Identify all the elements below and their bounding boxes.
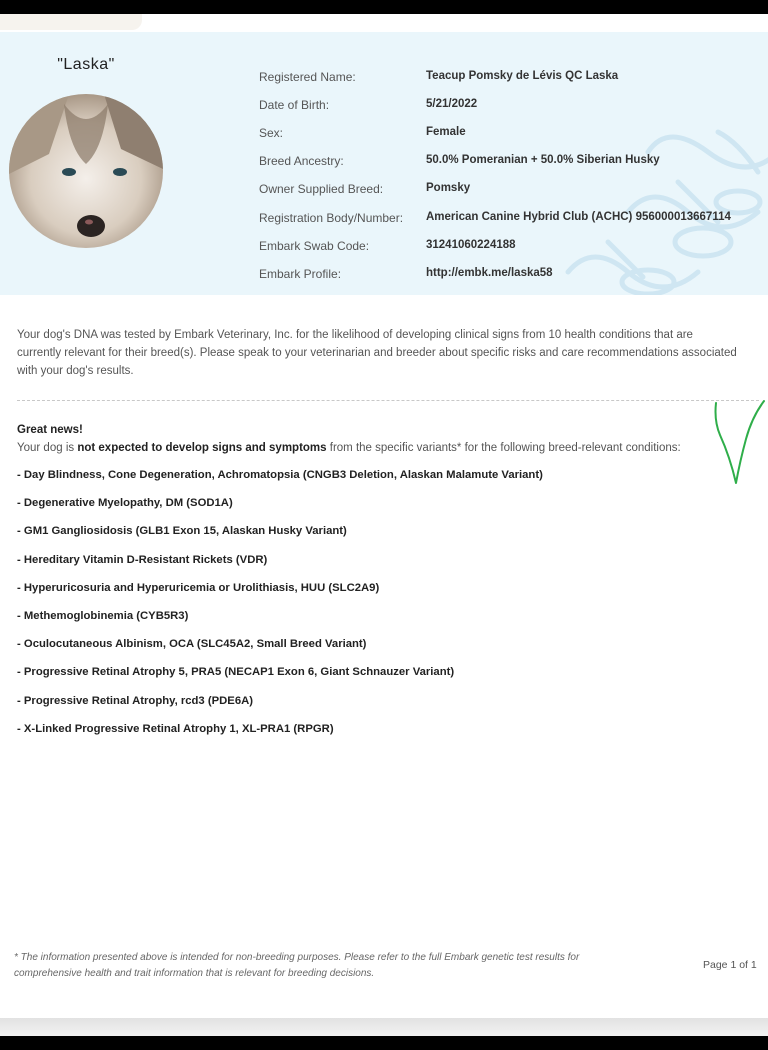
info-value: Pomsky <box>426 182 471 194</box>
condition-item: - Hereditary Vitamin D-Resistant Rickets (VDR) <box>17 553 268 566</box>
result-summary <box>17 442 681 454</box>
info-row-date-of-birth <box>0 98 768 118</box>
intro-text: Your dog's DNA was tested by Embark Veterinary, Inc. for the likelihood of developing clinical signs from 10 health conditions that are currently relevant for their breed(s). Please speak to your veterinarian and breeder about specific risks and care recommendations associated with your dog's results. <box>17 329 737 377</box>
info-label: Registered Name: <box>259 70 356 84</box>
info-row-swab-code <box>0 239 768 259</box>
condition-item: - Oculocutaneous Albinism, OCA (SLC45A2, Small Breed Variant) <box>17 638 367 651</box>
info-row-registration <box>0 211 768 231</box>
summary-bold: not expected to develop signs and symptoms <box>77 442 327 454</box>
info-value: Teacup Pomsky de Lévis QC Laska <box>426 70 619 82</box>
info-row-registered-name <box>0 70 768 90</box>
info-row-sex <box>0 126 768 146</box>
report-page <box>0 14 768 1036</box>
info-label: Date of Birth: <box>259 98 330 112</box>
info-label: Breed Ancestry: <box>259 154 344 168</box>
conditions-list <box>17 469 543 751</box>
info-label: Embark Swab Code: <box>259 239 370 253</box>
info-label: Registration Body/Number: <box>259 211 404 225</box>
info-label: Owner Supplied Breed: <box>259 182 384 196</box>
info-value: Female <box>426 126 466 138</box>
dog-info-header <box>0 32 768 295</box>
info-value: American Canine Hybrid Club (ACHC) 956000013667114 <box>426 211 731 223</box>
condition-item: - Hyperuricosuria and Hyperuricemia or Urolithiasis, HUU (SLC2A9) <box>17 581 380 594</box>
info-row-owner-supplied-breed <box>0 182 768 202</box>
info-value: 5/21/2022 <box>426 98 478 110</box>
summary-suffix: from the specific variants* for the following breed-relevant conditions: <box>329 442 681 454</box>
condition-item: - Day Blindness, Cone Degeneration, Achromatopsia (CNGB3 Deletion, Alaskan Malamute Variant) <box>17 469 543 481</box>
info-row-embark-profile <box>0 267 768 287</box>
embark-profile-link[interactable]: http://embk.me/laska58 <box>426 267 553 279</box>
condition-item: - Progressive Retinal Atrophy, rcd3 (PDE6A) <box>17 694 254 707</box>
condition-item: - Methemoglobinemia (CYB5R3) <box>17 609 189 622</box>
footnote: * The information presented above is intended for non-breeding purposes. Please refer to the full Embark genetic test results for comprehensive health and trait information that is relevant for breeding decisions. <box>14 952 580 979</box>
condition-item: - GM1 Gangliosidosis (GLB1 Exon 15, Alaskan Husky Variant) <box>17 525 347 538</box>
info-value: 31241060224188 <box>426 239 516 251</box>
page-number: Page 1 of 1 <box>703 959 757 971</box>
result-heading: Great news! <box>17 424 83 436</box>
divider <box>17 400 759 401</box>
checkmark-icon <box>710 399 766 489</box>
info-row-breed-ancestry <box>0 154 768 174</box>
info-label: Embark Profile: <box>259 267 342 281</box>
condition-item: - Degenerative Myelopathy, DM (SOD1A) <box>17 497 233 510</box>
info-label: Sex: <box>259 126 284 140</box>
tab-stub <box>0 14 142 30</box>
dog-name: "Laska" <box>57 56 115 73</box>
summary-prefix: Your dog is <box>17 442 75 454</box>
condition-item: - Progressive Retinal Atrophy 5, PRA5 (NECAP1 Exon 6, Giant Schnauzer Variant) <box>17 666 455 679</box>
page-bottom-edge <box>0 1018 768 1036</box>
condition-item: - X-Linked Progressive Retinal Atrophy 1, XL-PRA1 (RPGR) <box>17 722 334 735</box>
info-value: 50.0% Pomeranian + 50.0% Siberian Husky <box>426 154 660 166</box>
